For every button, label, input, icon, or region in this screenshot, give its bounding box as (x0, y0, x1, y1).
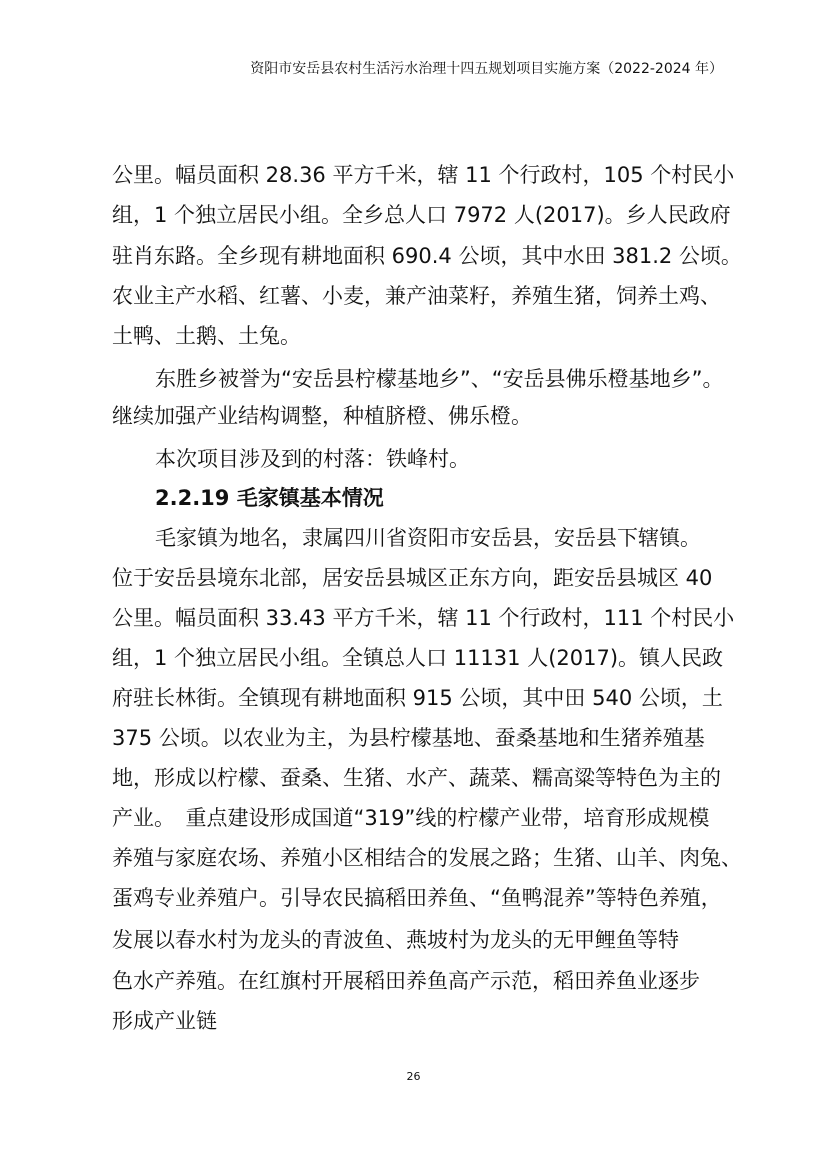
paragraph-line: 375 公顷。以农业为主，为县柠檬基地、蚕桑基地和生猪养殖基 (112, 726, 705, 750)
paragraph-line: 毛家镇为地名，隶属四川省资阳市安岳县，安岳县下辖镇。 (155, 526, 701, 550)
paragraph-line: 位于安岳县境东北部，居安岳县城区正东方向，距安岳县城区 40 (112, 566, 713, 590)
paragraph-line: 产业。 重点建设形成国道“319”线的柠檬产业带，培育形成规模 (112, 806, 710, 830)
paragraph-line: 养殖与家庭农场、养殖小区相结合的发展之路；生猪、山羊、肉兔、 (112, 846, 742, 870)
paragraph-line: 组，1 个独立居民小组。全镇总人口 11131 人(2017)。镇人民政 (112, 646, 724, 670)
paragraph-line: 地，形成以柠檬、蚕桑、生猪、水产、蔬菜、糯高粱等特色为主的 (112, 766, 721, 790)
paragraph-line: 形成产业链 (112, 1009, 217, 1033)
paragraph-line: 公里。幅员面积 33.43 平方千米，辖 11 个行政村，111 个村民小 (112, 606, 735, 630)
paragraph-line: 土鸭、土鹅、土兔。 (112, 324, 301, 348)
paragraph-line: 驻肖东路。全乡现有耕地面积 690.4 公顷，其中水田 381.2 公顷。 (112, 244, 742, 268)
section-heading: 2.2.19 毛家镇基本情况 (155, 486, 384, 510)
paragraph-line: 组，1 个独立居民小组。全乡总人口 7972 人(2017)。乡人民政府 (112, 203, 731, 227)
paragraph-line: 色水产养殖。在红旗村开展稻田养鱼高产示范，稻田养鱼业逐步 (112, 969, 700, 993)
paragraph-line: 发展以春水村为龙头的青波鱼、燕坡村为龙头的无甲鲤鱼等特 (112, 928, 679, 952)
paragraph-line: 本次项目涉及到的村落：铁峰村。 (155, 447, 470, 471)
paragraph-line: 蛋鸡专业养殖户。引导农民搞稻田养鱼、“鱼鸭混养”等特色养殖， (112, 886, 722, 910)
paragraph-line: 公里。幅员面积 28.36 平方千米，辖 11 个行政村，105 个村民小 (112, 163, 735, 187)
paragraph-line: 农业主产水稻、红薯、小麦，兼产油菜籽，养殖生猪，饲养土鸡、 (112, 284, 721, 308)
document-header: 资阳市安岳县农村生活污水治理十四五规划项目实施方案（2022-2024 年） (250, 61, 723, 77)
paragraph-line: 府驻长林街。全镇现有耕地面积 915 公顷，其中田 540 公顷，土 (112, 686, 723, 710)
paragraph-line: 东胜乡被誉为“安岳县柠檬基地乡”、“安岳县佛乐橙基地乡”。 (155, 367, 724, 391)
page-number: 26 (406, 1070, 421, 1083)
paragraph-line: 继续加强产业结构调整，种植脐橙、佛乐橙。 (112, 404, 532, 428)
